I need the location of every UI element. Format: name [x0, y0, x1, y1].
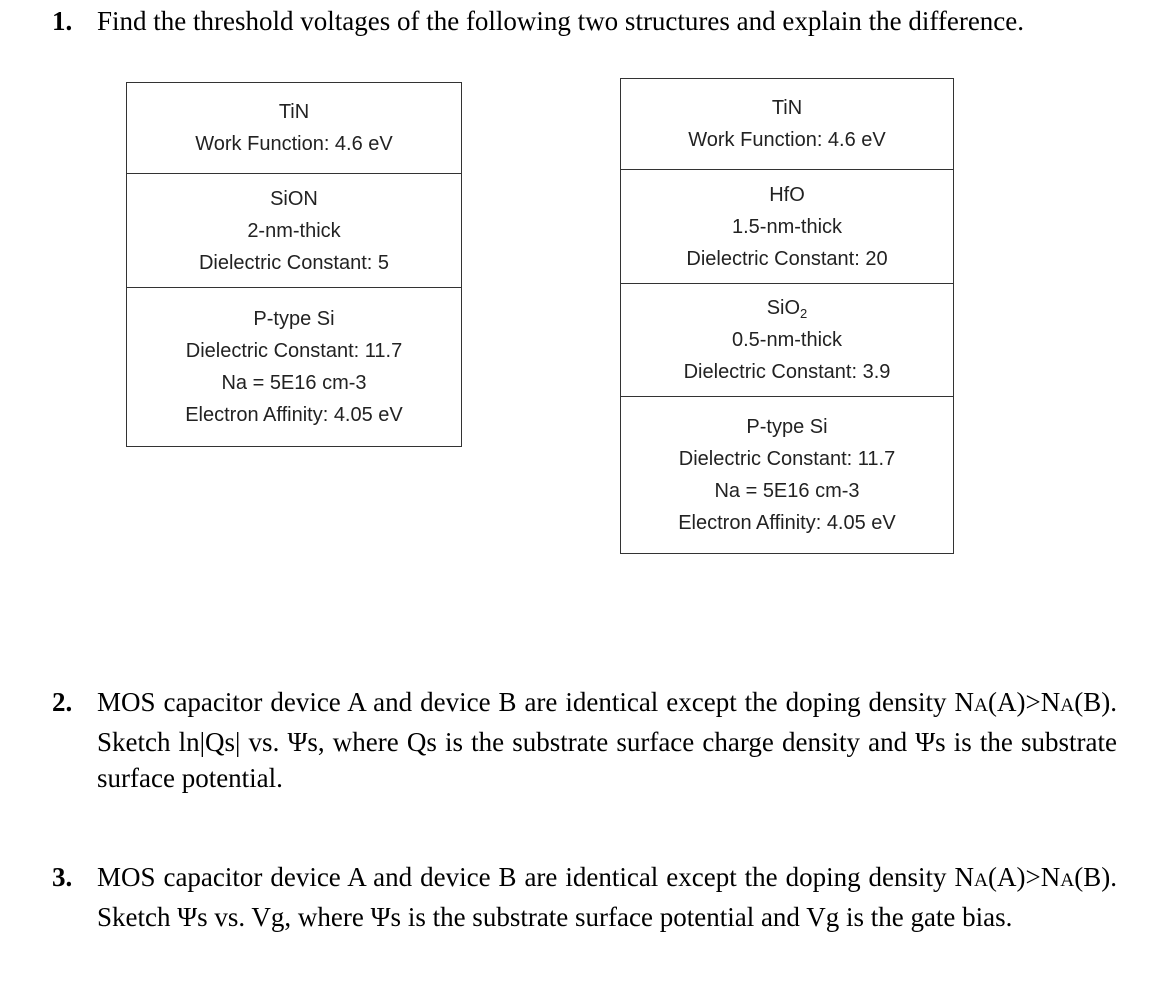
layer-hfo: [621, 169, 953, 283]
layer-sio2: [621, 283, 953, 396]
layer-sion: [127, 173, 461, 287]
layer-property: Electron Affinity: 4.05 eV: [678, 512, 896, 534]
layer-p-type-si: [621, 396, 953, 554]
layer-material: HfO: [769, 183, 805, 206]
question-text: MOS capacitor device A and device B are identical except the doping density NA(A)>NA(B). Sketch Ψs vs. Vg, where Ψs is the substrate surface potential and Vg is the gate bias.: [97, 862, 1117, 932]
question-2: [52, 684, 1117, 796]
sio2-subscript: 2: [800, 306, 808, 321]
layer-material: SiON: [270, 187, 318, 210]
layer-material: [621, 292, 953, 324]
layer-property: 0.5-nm-thick: [731, 329, 843, 351]
layer-property: Dielectric Constant: 20: [686, 247, 888, 270]
layer-tin: [127, 82, 461, 173]
layer-material: TiN: [278, 101, 310, 123]
layer-tin: [621, 78, 953, 169]
question-number: 2.: [52, 687, 73, 717]
structure-b-stack: [620, 78, 954, 554]
question-3: [52, 859, 1117, 935]
layer-property: Na = 5E16 cm-3: [714, 480, 860, 502]
sio2-base: SiO: [766, 297, 801, 319]
layer-property: Work Function: 4.6 eV: [688, 129, 886, 151]
layer-material: P-type Si: [253, 308, 335, 330]
question-1: [52, 3, 1122, 39]
question-text: MOS capacitor device A and device B are identical except the doping density NA(A)>NA(B). Sketch ln|Qs| vs. Ψs, where Qs is the substrate surface charge density and Ψs is the substrate surface potential.: [97, 687, 1117, 793]
layer-material: TiN: [771, 97, 803, 119]
layer-p-type-si: [127, 287, 461, 447]
layer-property: 1.5-nm-thick: [731, 215, 843, 238]
layer-property: 2-nm-thick: [247, 219, 341, 242]
question-number: 1.: [52, 6, 73, 36]
question-number: 3.: [52, 862, 73, 892]
layer-property: Electron Affinity: 4.05 eV: [185, 404, 403, 426]
layer-property: Na = 5E16 cm-3: [221, 372, 367, 394]
layer-material: P-type Si: [746, 416, 828, 438]
layer-property: Dielectric Constant: 3.9: [683, 361, 891, 383]
layer-property: Dielectric Constant: 11.7: [185, 340, 403, 362]
question-text: Find the threshold voltages of the following two structures and explain the difference.: [97, 6, 1025, 36]
layer-property: Work Function: 4.6 eV: [195, 133, 393, 155]
structure-a-stack: [126, 82, 462, 447]
layer-property: Dielectric Constant: 5: [198, 251, 390, 274]
layer-property: Dielectric Constant: 11.7: [678, 448, 896, 470]
